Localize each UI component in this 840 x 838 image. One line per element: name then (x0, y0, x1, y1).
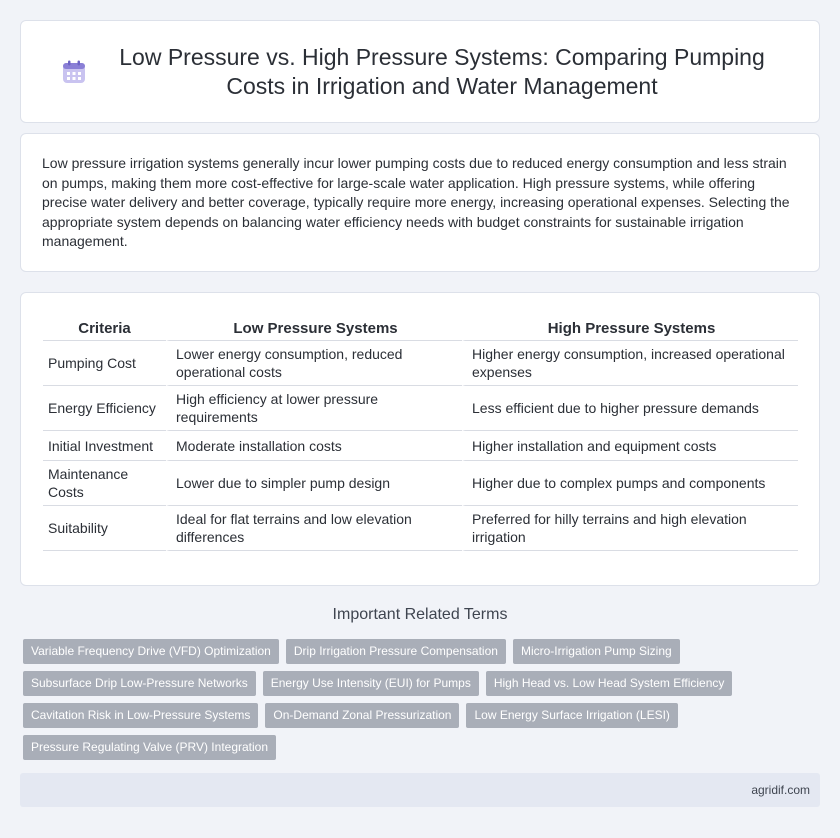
row-criteria: Pumping Cost (43, 341, 166, 386)
row-low-pressure: High efficiency at lower pressure requirements (166, 386, 462, 431)
title-card (20, 20, 820, 123)
related-term-tag[interactable]: Pressure Regulating Valve (PRV) Integration (23, 735, 276, 760)
related-term-tag[interactable]: Micro-Irrigation Pump Sizing (513, 639, 680, 664)
related-terms-list (23, 639, 783, 767)
summary-card (20, 133, 820, 272)
related-term-tag[interactable]: Drip Irrigation Pressure Compensation (286, 639, 506, 664)
row-high-pressure: Higher due to complex pumps and components (462, 461, 798, 506)
row-high-pressure: Higher energy consumption, increased operational expenses (462, 341, 798, 386)
header-low-pressure: Low Pressure Systems (166, 315, 462, 341)
page-title: Low Pressure vs. High Pressure Systems: Comparing Pumping Costs in Irrigation and Water Management (119, 43, 765, 99)
related-term-tag[interactable]: High Head vs. Low Head System Efficiency (486, 671, 733, 696)
row-criteria: Suitability (43, 506, 166, 551)
row-criteria: Energy Efficiency (43, 386, 166, 431)
header-high-pressure: High Pressure Systems (462, 315, 798, 341)
comparison-table-card (20, 292, 820, 586)
summary-paragraph: Low pressure irrigation systems generally incur lower pumping costs due to reduced energy consumption and less strain on pumps, making them more cost-effective for large-scale water application. High pressure systems, while offering precise water delivery and better coverage, typically require more energy, increasing operational expenses. Selecting the appropriate system depends on balancing water efficiency needs with budget constraints for sustainable irrigation management. (42, 155, 790, 249)
row-criteria: Initial Investment (43, 431, 166, 461)
row-high-pressure: Higher installation and equipment costs (462, 431, 798, 461)
related-term-tag[interactable]: Energy Use Intensity (EUI) for Pumps (263, 671, 479, 696)
related-terms-heading: Important Related Terms (332, 606, 508, 623)
row-low-pressure: Moderate installation costs (166, 431, 462, 461)
footer (20, 773, 820, 807)
related-term-tag[interactable]: Variable Frequency Drive (VFD) Optimization (23, 639, 279, 664)
footer-site-link[interactable]: agridif.com (751, 783, 810, 797)
row-low-pressure: Lower energy consumption, reduced operational costs (166, 341, 462, 386)
table-row (43, 386, 798, 431)
header-criteria: Criteria (43, 315, 166, 341)
calendar-grid-icon (61, 59, 87, 85)
related-term-tag[interactable]: On-Demand Zonal Pressurization (265, 703, 459, 728)
table-row (43, 431, 798, 461)
related-term-tag[interactable]: Cavitation Risk in Low-Pressure Systems (23, 703, 258, 728)
comparison-table (43, 315, 798, 551)
row-low-pressure: Lower due to simpler pump design (166, 461, 462, 506)
related-term-tag[interactable]: Low Energy Surface Irrigation (LESI) (466, 703, 677, 728)
row-high-pressure: Preferred for hilly terrains and high elevation irrigation (462, 506, 798, 551)
row-high-pressure: Less efficient due to higher pressure demands (462, 386, 798, 431)
table-header-row (43, 315, 798, 341)
row-criteria: Maintenance Costs (43, 461, 166, 506)
related-term-tag[interactable]: Subsurface Drip Low-Pressure Networks (23, 671, 256, 696)
table-row (43, 461, 798, 506)
row-low-pressure: Ideal for flat terrains and low elevation differences (166, 506, 462, 551)
table-row (43, 341, 798, 386)
table-row (43, 506, 798, 551)
